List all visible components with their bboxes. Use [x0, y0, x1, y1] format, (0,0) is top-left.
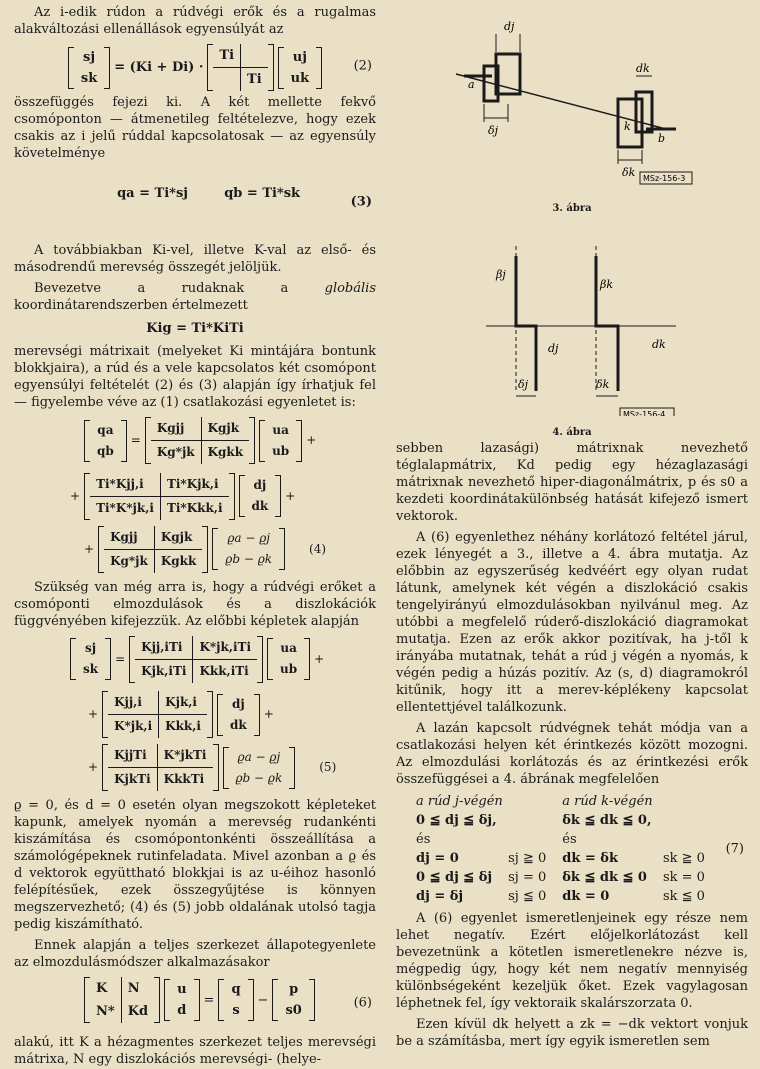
paragraph: Bevezetve a rudaknak a globális koordinátarendszerben értelmezett [14, 281, 376, 313]
svg-text:δj: δj [518, 378, 529, 391]
vector-u: uj uk [278, 47, 322, 89]
equation-4: qa qb = Kgjj Kgjk Kg*jk Kgkk ua ub + + Ti*Kjj,i Ti*Kjk,i Ti*K*jk,i Ti*Kkk,i dj dk + + Kgjj Kgjk Kg*jk Kgkk ϱa − ϱj ϱb − ϱk (4) [84, 417, 376, 573]
svg-text:βj: βj [496, 268, 506, 281]
svg-text:dk: dk [636, 62, 650, 75]
equation-number: (2) [353, 58, 372, 74]
paragraph: Az i-edik rúdon a rúdvégi erők és a rugalmas alakváltozási ellenállások egyensúlyát az [14, 5, 376, 37]
paragraph: A továbbiakban Ki-vel, illetve K-val az első- és másodrendű merevség összegét jelöljük. [14, 243, 376, 275]
paragraph: ϱ = 0, és d = 0 esetén olyan megszokott képleteket kapunk, amelyek nyomán a merevség rudankénti kiszámítása és csomópontonkénti összeállítása a számológépeknek rutinfeladata. Mivel azonban a ϱ és d vektorok együttható blokkjai is az u-éihoz hasonló felépítésűek, ezek összegyűjtése is könnyen megszervezhető; (4) és (5) jobb oldalának utolsó tagja pedig kiszámítható. [14, 798, 376, 932]
paragraph: merevségi mátrixait (melyeket Ki mintájára bontunk blokkjaira), a rúd és a vele kapcsolatos két csomópont egyensúlyi feltételét (2) és (3) alapján így írhatjuk fel — figyelembe véve az (1) csatlakozási egyenletet is: [14, 344, 376, 410]
svg-text:a: a [468, 78, 475, 91]
paragraph: alakú, itt K a hézagmentes szerkezet teljes merevségi mátrixa, N egy diszlokációs merevségi- (helye- [14, 1035, 376, 1067]
svg-text:dj: dj [504, 20, 515, 33]
figure-3 [396, 4, 748, 216]
figure-4-diagram [396, 216, 748, 416]
paragraph: Ennek alapján a teljes szerkezet állapotegyenlete az elmozdulásmódszer alkalmazásakor [14, 938, 376, 970]
paragraph: Szükség van még arra is, hogy a rúdvégi erőket a csomóponti elmozdulások és a diszlokációk függvényében kifejezzük. Az előbbi képletek alapján [14, 579, 376, 629]
paragraph: A (6) egyenlet ismeretlenjeinek egy része nem lehet negatív. Ezért előjelkorlátozást kell bevezetnünk a kötetlen ismeretlenekre nézve is, mégpedig úgy, hogy két nem negatív mennyiség különbségeként kezeljük őket. Ezek vagylagosan léphetnek fel, így vektoraik skalárszorzata 0. [396, 911, 748, 1011]
svg-text:dj: dj [548, 342, 559, 355]
left-column [14, 4, 376, 1068]
svg-text:βk: βk [600, 278, 614, 291]
figure-4 [396, 216, 748, 440]
conditions-7: a rúd j-végén a rúd k-végén 0 ≦ dj ≦ δj, δk ≦ dk ≦ 0, és és dj = 0 sj ≧ 0 dk = δk sk ≧ 0 0 ≦ dj ≦ δj sj = 0 δk ≦ dk ≦ 0 sk = 0 dj = δj sj ≦ 0 dk = 0 sk ≦ 0 (7) [416, 794, 744, 904]
right-column [396, 4, 748, 1050]
paragraph: A lazán kapcsolt rúdvégnek tehát módja van a csatlakozási helyen két érintkezés között mozogni. Az elmozdulási korlátozás és az érintkezési erők összefüggései a 4. ábrának megfelelően [396, 721, 748, 787]
equation-6: K N N* Kd u d = q s − p s0 (6) [84, 977, 376, 1028]
vector-s: sj sk [68, 47, 110, 89]
svg-text:MSz-156-3: MSz-156-3 [643, 174, 686, 183]
paragraph: összefüggés fejezi ki. A két mellette fekvő csomóponton — átmenetileg feltételezve, hogy ezek csakis az i jelű rúddal kapcsolatosak — az egyensúly követelménye [14, 95, 376, 161]
svg-text:dk: dk [652, 338, 666, 351]
figure-3-caption: 3. ábra [552, 203, 592, 214]
figure-4-caption: 4. ábra [552, 427, 592, 438]
svg-text:δk: δk [596, 378, 610, 391]
svg-text:MSz-156-4: MSz-156-4 [623, 410, 666, 416]
equation-3: qa = Ti*sj qb = Ti*sk (3) [117, 186, 372, 210]
paragraph: Ezen kívül dk helyett a zk = −dk vektort vonjuk be a számításba, mert így egyik ismeretlen sem [396, 1017, 748, 1049]
paragraph: A (6) egyenlethez néhány korlátozó feltétel járul, ezek lényegét a 3., illetve a 4. ábra mutatja. Az előbbin az egyszerűség kedvéért egy olyan rudat látunk, amelynek két végén a diszlokáció csakis tengelyirányú elmozdulásokban nyilvánul meg. Az utóbbi a megfelelő rúderő-diszlokáció diagramokat mutatja. Ezen az erők akkor pozitívak, ha j-től k irányába mutatnak, tehát a rúd j végén a nyomás, k végén pedig a húzás pozitív. Az (s, d) diagramokról kitűnik, hogy itt a merev-képlékeny kapcsolat ellentettjével találkozunk. [396, 530, 748, 715]
equation-2: sj sk = (Ki + Di) · Ti Ti uj uk (2) [14, 44, 376, 88]
svg-text:k: k [624, 120, 631, 133]
svg-text:δk: δk [622, 166, 636, 179]
equation-kg: Kig = Ti*KiTi [146, 321, 244, 336]
transform-matrix: Ti Ti [207, 44, 273, 91]
equation-5: sj sk = Kjj,iTi K*jk,iTi Kjk,iTi Kkk,iTi ua ub + + Kjj,i Kjk,i K*jk,i Kkk,i dj dk + + KjjTi K*jkTi KjkTi KkkTi ϱa − ϱj ϱb − ϱk (5) [70, 636, 376, 792]
svg-text:b: b [658, 132, 666, 145]
svg-text:δj: δj [488, 124, 499, 137]
paragraph: sebben lazasági) mátrixnak nevezhető téglalapmátrix, Kd pedig egy hézaglazasági mátrixnak nevezhető hiper-diagonálmátrix, p és s0 a kezdeti koordinátakülönbség hatását kifejező ismert vektorok. [396, 441, 748, 524]
figure-3-diagram [396, 4, 748, 194]
